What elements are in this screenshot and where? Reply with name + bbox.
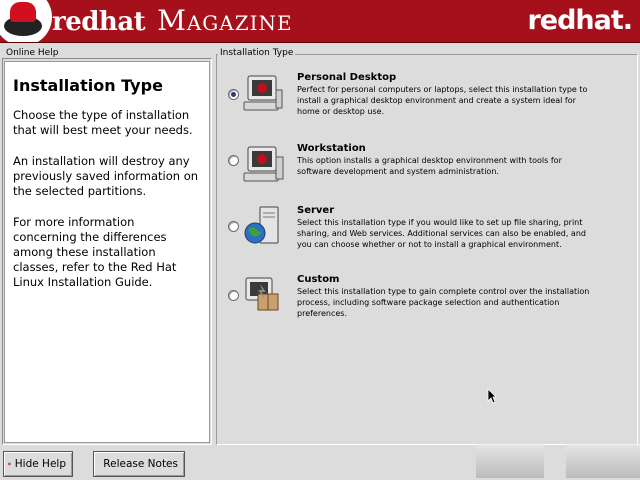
option-title: Custom bbox=[297, 274, 340, 285]
online-help-panel bbox=[4, 61, 210, 443]
option-title: Workstation bbox=[297, 143, 366, 154]
option-server[interactable] bbox=[228, 205, 628, 255]
back-button[interactable] bbox=[476, 444, 544, 478]
custom-package-icon bbox=[242, 274, 284, 314]
hide-help-label: Hide Help bbox=[14, 458, 66, 470]
next-button[interactable] bbox=[566, 444, 640, 478]
desktop-computer-icon bbox=[242, 72, 284, 112]
release-notes-button[interactable] bbox=[93, 451, 185, 477]
help-paragraph: An installation will destroy any previously saved information on the selected partitions. bbox=[13, 154, 199, 198]
help-paragraph: For more information concerning the differences among these installation classes, refer to the Red Hat Linux Installation Guide. bbox=[13, 215, 177, 289]
option-title: Server bbox=[297, 205, 335, 216]
option-description: Perfect for personal computers or laptops, select this installation type to install a graphical desktop environment and create a system ideal for home or desktop use. bbox=[297, 85, 588, 116]
magazine-brand bbox=[52, 4, 293, 38]
server-globe-icon bbox=[242, 205, 284, 245]
option-description: Select this installation type if you would like to set up file sharing, print sharing, and Web services. Additional services can also be enabled, and you can choose whether or not to install a graphical environment. bbox=[297, 218, 586, 249]
option-personal-desktop[interactable] bbox=[228, 72, 628, 122]
option-workstation[interactable] bbox=[228, 143, 628, 193]
help-paragraph: Choose the type of installation that will best meet your needs. bbox=[13, 108, 193, 137]
mouse-cursor-icon bbox=[487, 388, 497, 404]
server-radio[interactable] bbox=[228, 221, 239, 232]
hide-help-button[interactable] bbox=[3, 451, 73, 477]
red-hat-shape bbox=[10, 2, 36, 22]
online-help-label: Online Help bbox=[6, 48, 59, 58]
release-notes-label: Release Notes bbox=[103, 458, 178, 470]
header-banner bbox=[0, 0, 640, 43]
lifebuoy-icon bbox=[8, 457, 11, 471]
document-icon bbox=[98, 457, 99, 471]
workstation-icon bbox=[242, 143, 284, 183]
workstation-radio[interactable] bbox=[228, 155, 239, 166]
help-title: Installation Type bbox=[13, 76, 163, 95]
option-title: Personal Desktop bbox=[297, 72, 397, 83]
option-description: This option installs a graphical desktop environment with tools for software development and system administration. bbox=[297, 156, 562, 176]
custom-radio[interactable] bbox=[228, 290, 239, 301]
brand-magazine-text: Magazine bbox=[157, 4, 293, 37]
personal-desktop-radio[interactable] bbox=[228, 89, 239, 100]
option-custom[interactable] bbox=[228, 274, 628, 324]
installation-type-label: Installation Type bbox=[220, 48, 294, 58]
option-description: Select this installation type to gain complete control over the installation process, including software package selection and authentication preferences. bbox=[297, 287, 590, 318]
redhat-logo-text: redhat. bbox=[527, 5, 632, 36]
brand-redhat-text: redhat bbox=[52, 7, 146, 37]
